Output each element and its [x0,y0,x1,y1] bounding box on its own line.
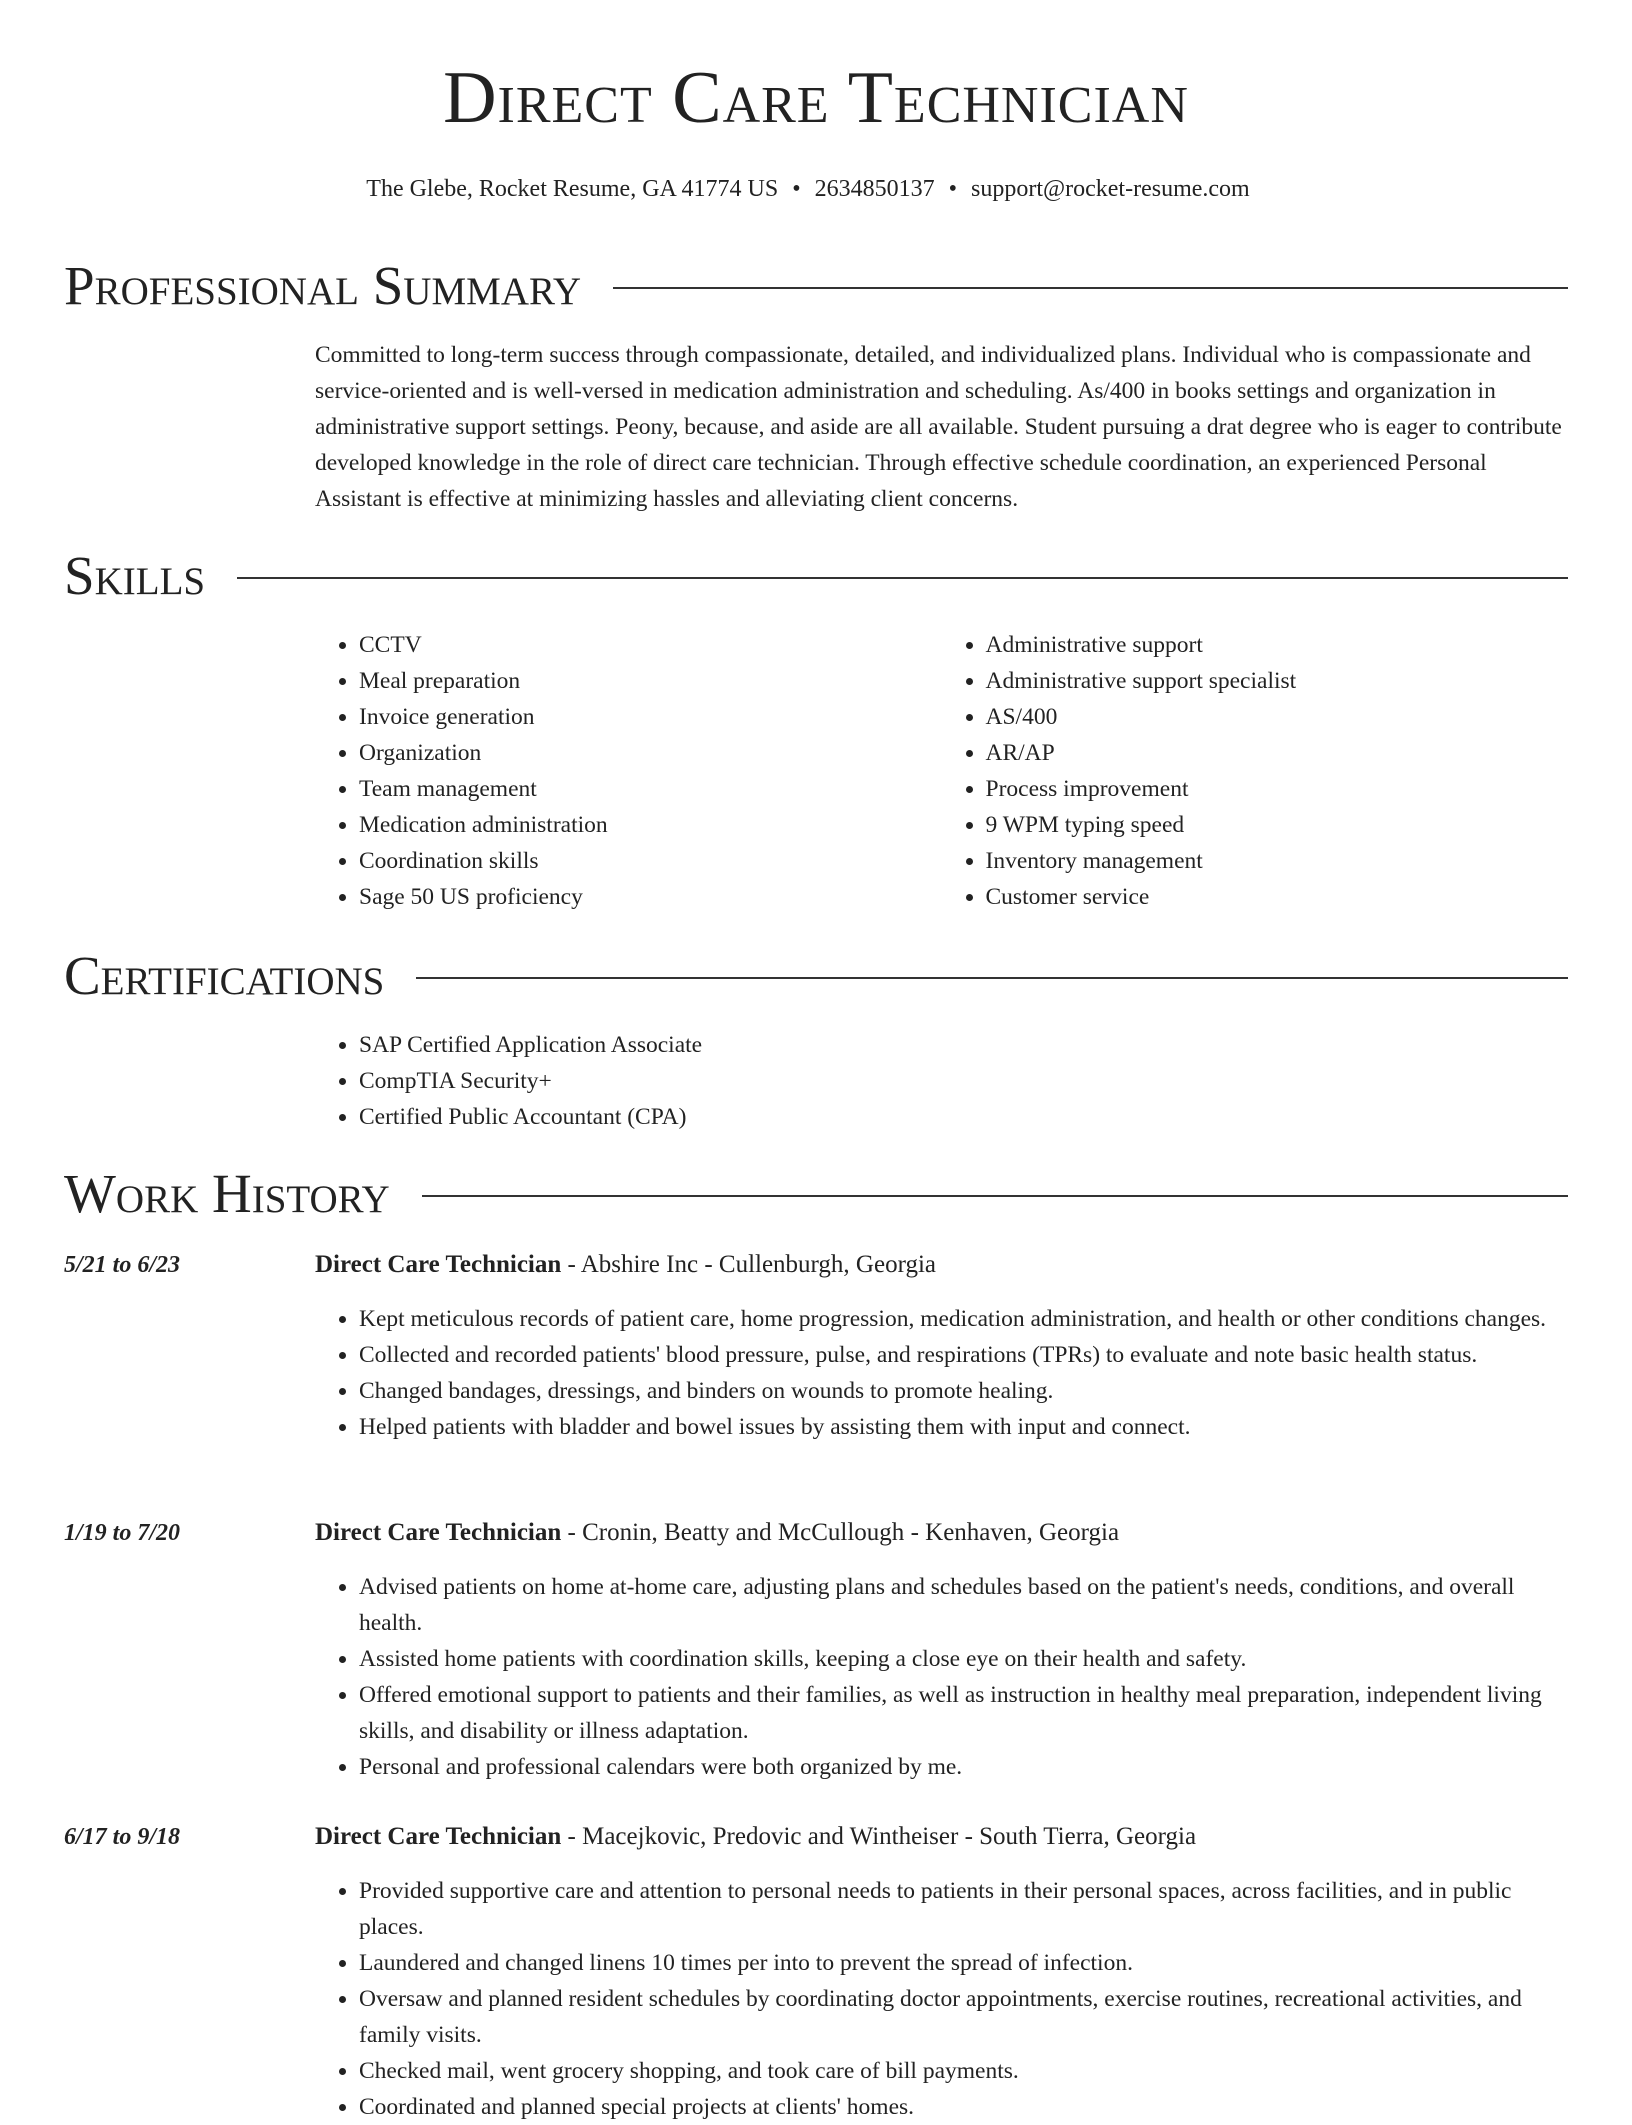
skill-item: • Inventory management [986,843,1569,879]
job-duty: • Offered emotional support to patients and their families, as well as instruction in healthy meal preparation, independent living skills, and disability or illness adaptation. [359,1677,1568,1749]
skill-item: • CCTV [359,627,942,663]
job-duty: • Kept meticulous records of patient care, home progression, medication administration, and health or other conditions changes. [359,1301,1568,1337]
skills-heading [64,545,1568,606]
contact-separator: • [948,176,958,202]
job-header: Direct Care Technician - Macejkovic, Predovic and Wintheiser - South Tierra, Georgia [315,1823,1197,1850]
skill-item: • Organization [359,735,942,771]
certification-item: • Certified Public Accountant (CPA) [359,1099,1568,1135]
job-location: Cullenburgh, Georgia [718,1251,936,1278]
section-title: Work History [64,1163,390,1224]
summary-heading [64,255,1568,316]
skill-item: • AR/AP [986,735,1569,771]
job-location: South Tierra, Georgia [979,1823,1197,1850]
job-duty: • Oversaw and planned resident schedules by coordinating doctor appointments, exercise routines, recreational activities, and family visits. [359,1981,1568,2053]
job-dates: 1/19 to 7/20 [64,1520,181,1546]
certification-item: • CompTIA Security+ [359,1063,1568,1099]
section-divider [613,287,1568,289]
work-history-heading [64,1163,1568,1224]
skill-item: • 9 WPM typing speed [986,807,1569,843]
job-duty: • Assisted home patients with coordination skills, keeping a close eye on their health and safety. [359,1641,1568,1677]
section-title: Professional Summary [64,255,582,316]
job-header: Direct Care Technician - Cronin, Beatty and McCullough - Kenhaven, Georgia [315,1519,1120,1546]
job-title: Direct Care Technician [315,1519,562,1546]
job-duty: • Personal and professional calendars were both organized by me. [359,1749,1568,1785]
skill-item: • AS/400 [986,699,1569,735]
contact-phone: 2634850137 [814,176,935,202]
section-divider [237,577,1568,579]
skill-item: • Coordination skills [359,843,942,879]
certifications-heading [64,945,1568,1006]
section-divider [416,977,1568,979]
certifications-list [315,1027,1568,1135]
job-duties [315,1301,1568,1445]
contact-line [0,176,1616,203]
job-header: Direct Care Technician - Abshire Inc - Cullenburgh, Georgia [315,1251,936,1278]
job-company: Cronin, Beatty and McCullough [582,1519,905,1546]
section-divider [422,1195,1568,1197]
job-duties [315,1873,1568,2125]
section-title: Skills [64,545,206,606]
job-company: Macejkovic, Predovic and Wintheiser [582,1823,959,1850]
summary-text: Committed to long-term success through compassionate, detailed, and individualized plans. Individual who is compassionate and service-oriented and is well-versed in medication administration and scheduling. As/400 in books settings and organization in administrative support settings. Peony, because, and aside are all available. Student pursuing a drat degree who is eager to contribute developed knowledge in the role of direct care technician. Through effective schedule coordination, an experienced Personal Assistant is effective at minimizing hassles and alleviating client concerns. [315,342,1562,512]
summary-body [315,337,1568,517]
job-duty: • Collected and recorded patients' blood pressure, pulse, and respirations (TPRs) to evaluate and note basic health status. [359,1337,1568,1373]
candidate-title: Direct Care Technician [443,57,1189,139]
contact-email[interactable]: support@rocket-resume.com [971,176,1250,202]
job-duty: • Helped patients with bladder and bowel issues by assisting them with input and connect. [359,1409,1568,1445]
job-title: Direct Care Technician [315,1823,562,1850]
job-duty: • Changed bandages, dressings, and binders on wounds to promote healing. [359,1373,1568,1409]
skill-item: • Team management [359,771,942,807]
job-duty: • Provided supportive care and attention to personal needs to patients in their personal spaces, across facilities, and in public places. [359,1873,1568,1945]
job-dates: 6/17 to 9/18 [64,1824,181,1850]
job-duty: • Coordinated and planned special projects at clients' homes. [359,2089,1568,2125]
skill-item: • Process improvement [986,771,1569,807]
certifications-body [315,1027,1568,1135]
skill-item: • Administrative support specialist [986,663,1569,699]
skill-item: • Sage 50 US proficiency [359,879,942,915]
job-duty: • Laundered and changed linens 10 times per into to prevent the spread of infection. [359,1945,1568,1981]
job-duty: • Checked mail, went grocery shopping, and took care of bill payments. [359,2053,1568,2089]
skills-body [315,627,1568,915]
job-duties [315,1569,1568,1785]
job-location: Kenhaven, Georgia [925,1519,1120,1546]
skills-list-right [942,627,1569,915]
contact-address: The Glebe, Rocket Resume, GA 41774 US [366,176,779,202]
job-title: Direct Care Technician [315,1251,562,1278]
section-title: Certifications [64,945,385,1006]
skill-item: • Invoice generation [359,699,942,735]
skill-item: • Medication administration [359,807,942,843]
skill-item: • Administrative support [986,627,1569,663]
contact-separator: • [792,176,801,202]
job-duty: • Advised patients on home at-home care, adjusting plans and schedules based on the patient's needs, conditions, and overall health. [359,1569,1568,1641]
skill-item: • Customer service [986,879,1569,915]
job-company: Abshire Inc [580,1251,699,1278]
certification-item: • SAP Certified Application Associate [359,1027,1568,1063]
skills-list-left [315,627,942,915]
skill-item: • Meal preparation [359,663,942,699]
job-dates: 5/21 to 6/23 [64,1252,181,1278]
